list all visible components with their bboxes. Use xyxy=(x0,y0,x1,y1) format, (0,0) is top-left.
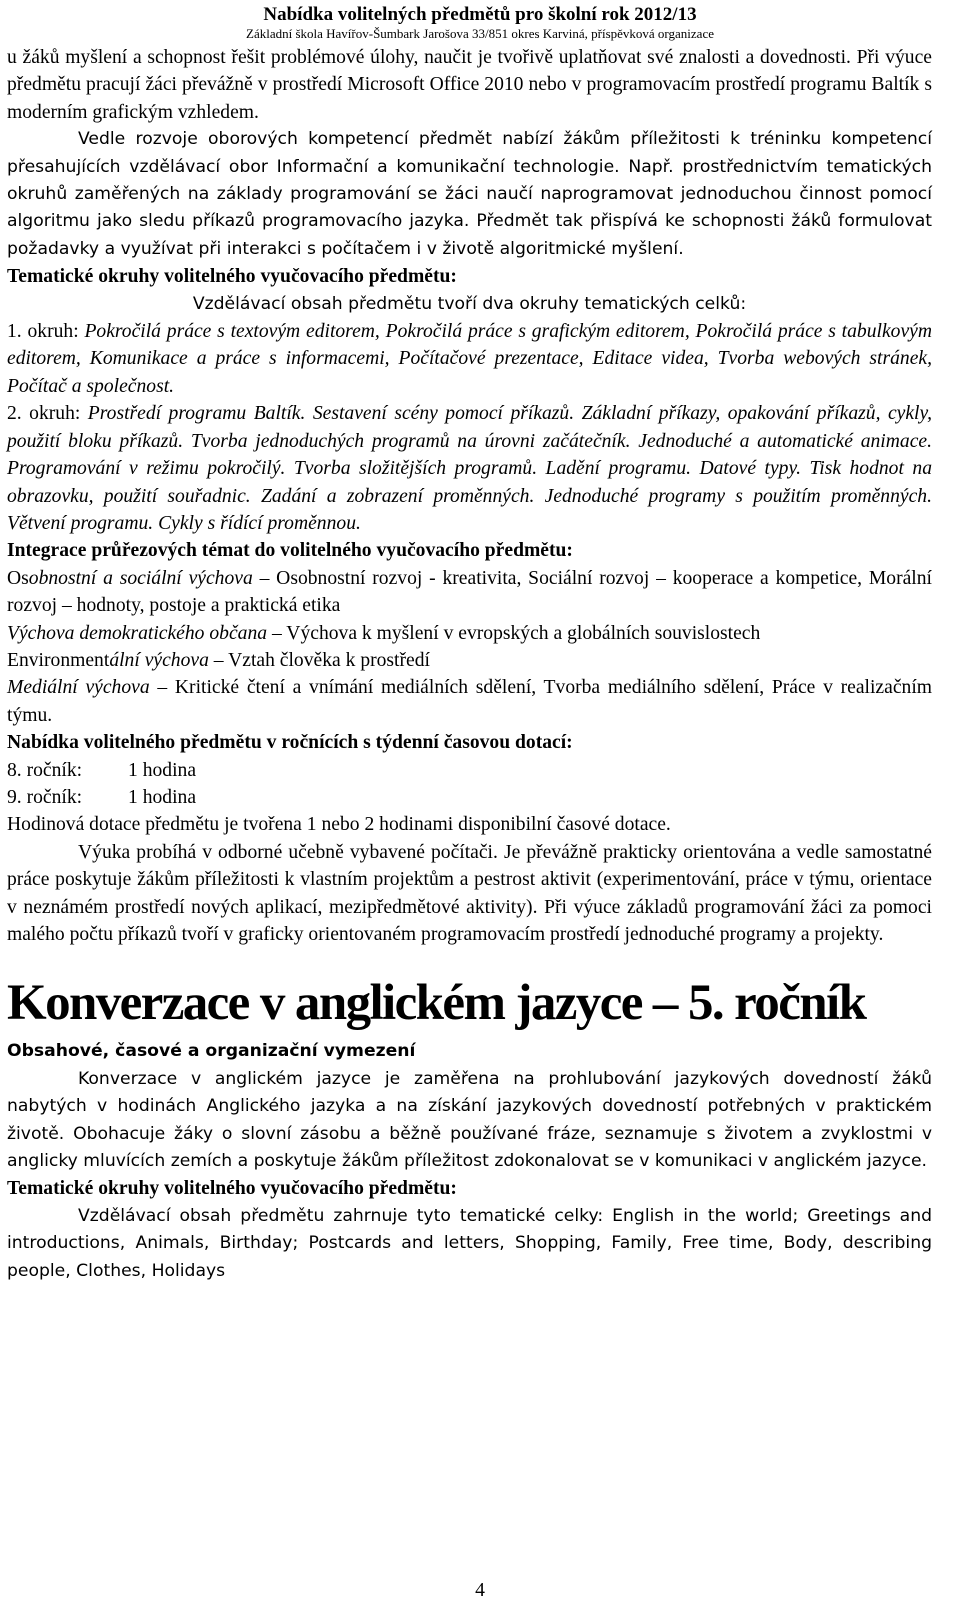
okruh-2 xyxy=(7,400,932,537)
okruh-1-label: 1. okruh: xyxy=(7,321,85,343)
grade-9-row xyxy=(7,784,932,811)
integrace-osobnostni-title: obnostní a sociální výchova xyxy=(28,567,253,589)
dotace-note: Hodinová dotace předmětu je tvořena 1 nebo 2 hodinami disponibilní časové dotace. xyxy=(7,814,671,836)
integrace-demokraticka xyxy=(7,620,932,647)
heading-themes: Tematické okruhy volitelného vyučovacího předmětu: xyxy=(7,266,457,288)
heading-integrace: Integrace průřezových témat do volitelného vyučovacího předmětu: xyxy=(7,540,573,562)
subheading-vymezeni: Obsahové, časové a organizační vymezení xyxy=(7,1041,416,1062)
integrace-medialni-title: Mediální výchova xyxy=(7,677,150,699)
integrace-medialni-text: – Kritické čtení a vnímání mediálních sdělení, Tvorba mediálního sdělení, Práce v realizačním týmu. xyxy=(7,677,932,726)
integrace-environmentalni xyxy=(7,647,932,674)
paragraph-konverzace: Konverzace v anglickém jazyce je zaměřena na prohlubování jazykových dovedností žáků nabytých v hodinách Anglického jazyka a na získání jazykových dovedností potřebných v praktickém životě. Obohacuje žáky o slovní zásobu a běžně používané fráze, seznamuje s životem a zvyklostmi v anglicky mluvících zemích a poskytuje žákům příležitost zdokonalovat se v komunikaci v anglickém jazyce. xyxy=(7,1068,932,1172)
page-header xyxy=(0,4,960,41)
integrace-environmentalni-text: – Vztah člověka k prostředí xyxy=(208,649,430,671)
paragraph-competences: Vedle rozvoje oborových kompetencí předmět nabízí žákům příležitosti k tréninku kompetencí přesahujících vzdělávací obor Informační a komunikační technologie. Např. prostřednictvím tematických okruhů zaměřených na základy programování se žáci naučí naprogramovat jednoduchou činnost pomocí algoritmu jako sledu příkazů programovacího jazyka. Předmět tak přispívá ke schopnosti žáků formulovat požadavky a využívat při interakci s počítačem i v životě algoritmické myšlení. xyxy=(7,129,932,259)
grade-9-value: 1 hodina xyxy=(128,786,197,808)
paragraph-vyuka: Výuka probíhá v odborné učebně vybavené počítači. Je převážně prakticky orientována a vedle samostatné práce poskytuje žákům příležitosti k vlastním projektům a pestrost aktivit (experimentování, práce v týmu, orientace v neznámém prostředí nových aplikací, mezipředmětové aktivity). Při výuce základů programování žáci za pomoci malého počtu příkazů tvoří v graficky orientovaném programovacím prostředí jednoduché programy a projekty. xyxy=(7,841,932,945)
header-subtitle: Základní škola Havířov-Šumbark Jarošova 33/851 okres Karviná, příspěvková organizace xyxy=(246,26,714,41)
integrace-osobnostni-prefix: Os xyxy=(7,567,29,589)
okruh-1 xyxy=(7,318,932,400)
integrace-demokraticka-title: Výchova demokratického občana xyxy=(7,622,268,644)
integrace-osobnostni-text: – Osobnostní rozvoj - kreativita, Sociální rozvoj – kooperace a kompetice, Morální rozvoj – hodnoty, postoje a praktická etika xyxy=(7,567,932,617)
integrace-environmentalni-prefix: Environment xyxy=(7,649,110,671)
paragraph-goals: u žáků myšlení a schopnost řešit problémové úlohy, naučit je tvořivě uplatňovat své znalosti a dovednosti. Při výuce předmětu pracují žáci převážně v prostředí Microsoft Office 2010 nebo v programovacím prostředí programu Baltík s moderním grafickým vzhledem. xyxy=(7,47,932,123)
grade-8-row xyxy=(7,757,932,784)
themes-intro: Vzdělávací obsah předmětu tvoří dva okruhy tematických celků: xyxy=(192,293,747,314)
grade-9-label: 9. ročník: xyxy=(7,786,83,808)
heading-nabidka: Nabídka volitelného předmětu v ročnících s týdenní časovou dotací: xyxy=(7,732,573,754)
section-title-konverzace: Konverzace v anglickém jazyce – 5. ročník xyxy=(7,975,866,1032)
integrace-environmentalni-title: ální výchova xyxy=(109,649,209,671)
themes-konverzace: Vzdělávací obsah předmětu zahrnuje tyto tematické celky: English in the world; Greetings and introductions, Animals, Birthday; Postcards and letters, Shopping, Family, Free time, Body, describing people, Clothes, Holidays xyxy=(7,1205,932,1281)
header-title: Nabídka volitelných předmětů pro školní rok 2012/13 xyxy=(263,4,697,25)
page-number: 4 xyxy=(475,1580,485,1601)
okruh-2-label: 2. okruh: xyxy=(7,403,88,425)
document-body xyxy=(7,44,932,1285)
integrace-medialni xyxy=(7,674,932,729)
okruh-2-text: Prostředí programu Baltík. Sestavení scény pomocí příkazů. Základní příkazy, opakování příkazů, cykly, použití bloku příkazů. Tvorba jednoduchých programů na úrovni začátečník. Jednoduché a automatické animace. Programování v režimu pokročilý. Tvorba složitějších programů. Ladění programu. Datové typy. Tisk hodnot na obrazovku, použití souřadnic. Zadání a zobrazení proměnných. Jednoduché programy s použitím proměnných. Větvení programu. Cykly s řídící proměnnou. xyxy=(7,403,932,534)
okruh-1-text: Pokročilá práce s textovým editorem, Pokročilá práce s grafickým editorem, Pokročilá práce s tabulkovým editorem, Komunikace a práce s informacemi, Počítačové prezentace, Editace videa, Tvorba webových stránek, Počítač a společnost. xyxy=(7,321,932,397)
integrace-osobnostni xyxy=(7,565,932,620)
heading-themes-konverzace: Tematické okruhy volitelného vyučovacího předmětu: xyxy=(7,1178,457,1200)
grade-8-label: 8. ročník: xyxy=(7,759,83,781)
integrace-demokraticka-text: – Výchova k myšlení v evropských a globálních souvislostech xyxy=(267,622,761,644)
grade-8-value: 1 hodina xyxy=(128,759,197,781)
